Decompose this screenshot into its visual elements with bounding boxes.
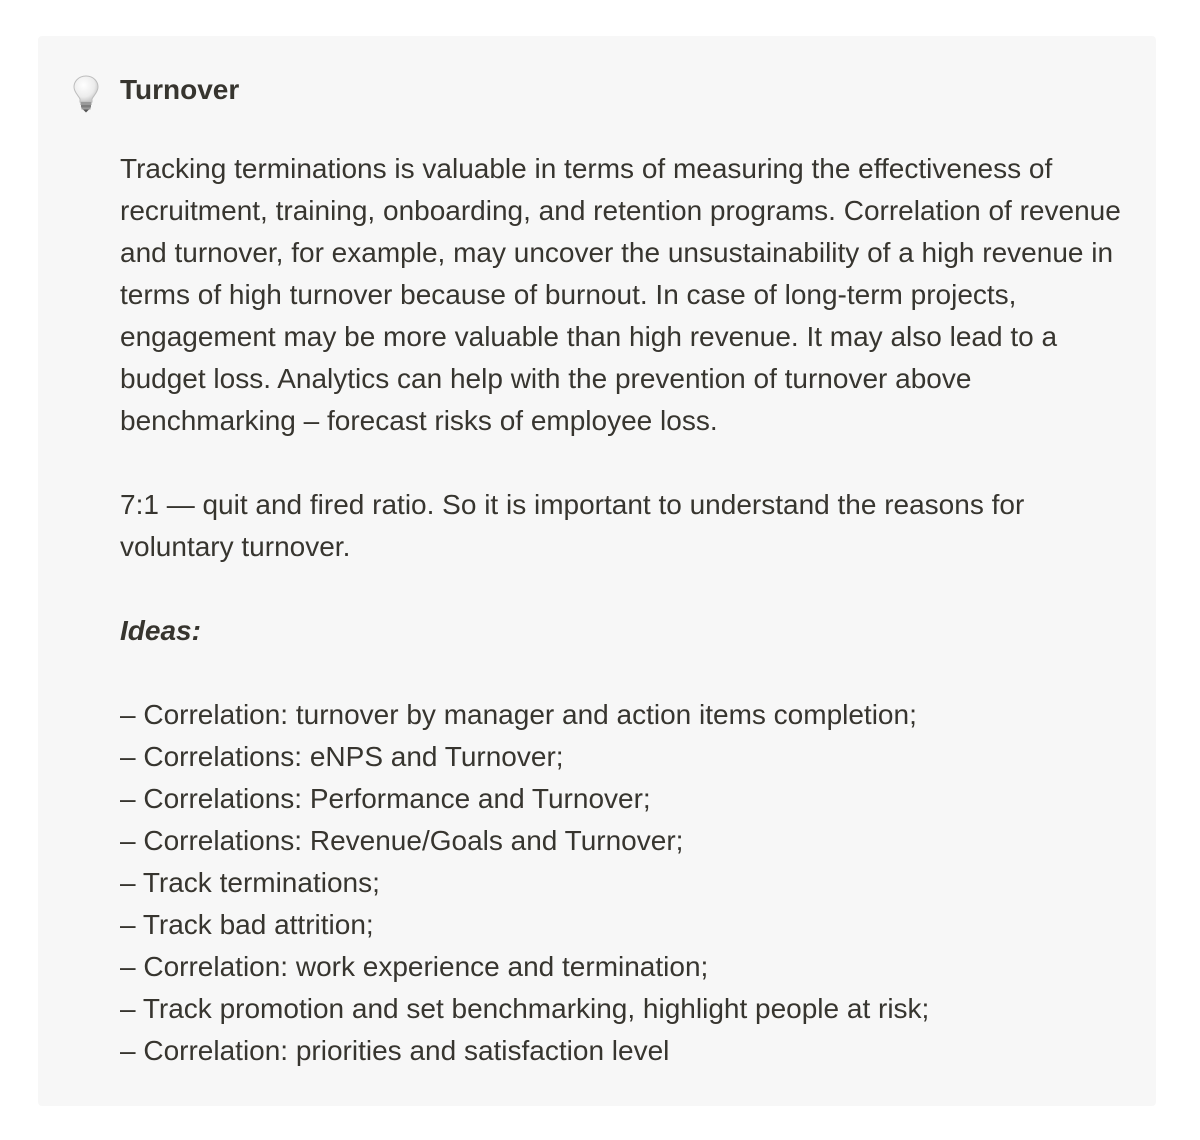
list-item: – Track bad attrition; bbox=[120, 909, 374, 940]
list-item: – Track terminations; bbox=[120, 867, 380, 898]
list-item: – Track promotion and set benchmarking, highlight people at risk; bbox=[120, 993, 930, 1024]
callout-content bbox=[120, 66, 1130, 1072]
list-item: – Correlations: eNPS and Turnover; bbox=[120, 741, 564, 772]
list-item: – Correlation: turnover by manager and action items completion; bbox=[120, 699, 917, 730]
ideas-heading: Ideas: bbox=[120, 615, 201, 646]
callout-title: Turnover bbox=[120, 74, 240, 105]
paragraph-terminations: Tracking terminations is valuable in terms of measuring the effectiveness of recruitment, training, onboarding, and retention programs. Correlation of revenue and turnover, for example, may uncover the unsustainability of a high revenue in terms of high turnover because of burnout. In case of long-term projects, engagement may be more valuable than high revenue. It may also lead to a budget loss. Analytics can help with the prevention of turnover above benchmarking – forecast risks of employee loss. bbox=[120, 153, 1121, 436]
ideas-list bbox=[120, 694, 1130, 1072]
list-item: – Correlation: work experience and termination; bbox=[120, 951, 709, 982]
list-item: – Correlation: priorities and satisfaction level bbox=[120, 1035, 670, 1066]
list-item: – Correlations: Revenue/Goals and Turnover; bbox=[120, 825, 684, 856]
list-item: – Correlations: Performance and Turnover; bbox=[120, 783, 651, 814]
paragraph-quit-fired-ratio: 7:1 — quit and fired ratio. So it is important to understand the reasons for voluntary turnover. bbox=[120, 489, 1025, 562]
lightbulb-icon bbox=[72, 74, 100, 114]
